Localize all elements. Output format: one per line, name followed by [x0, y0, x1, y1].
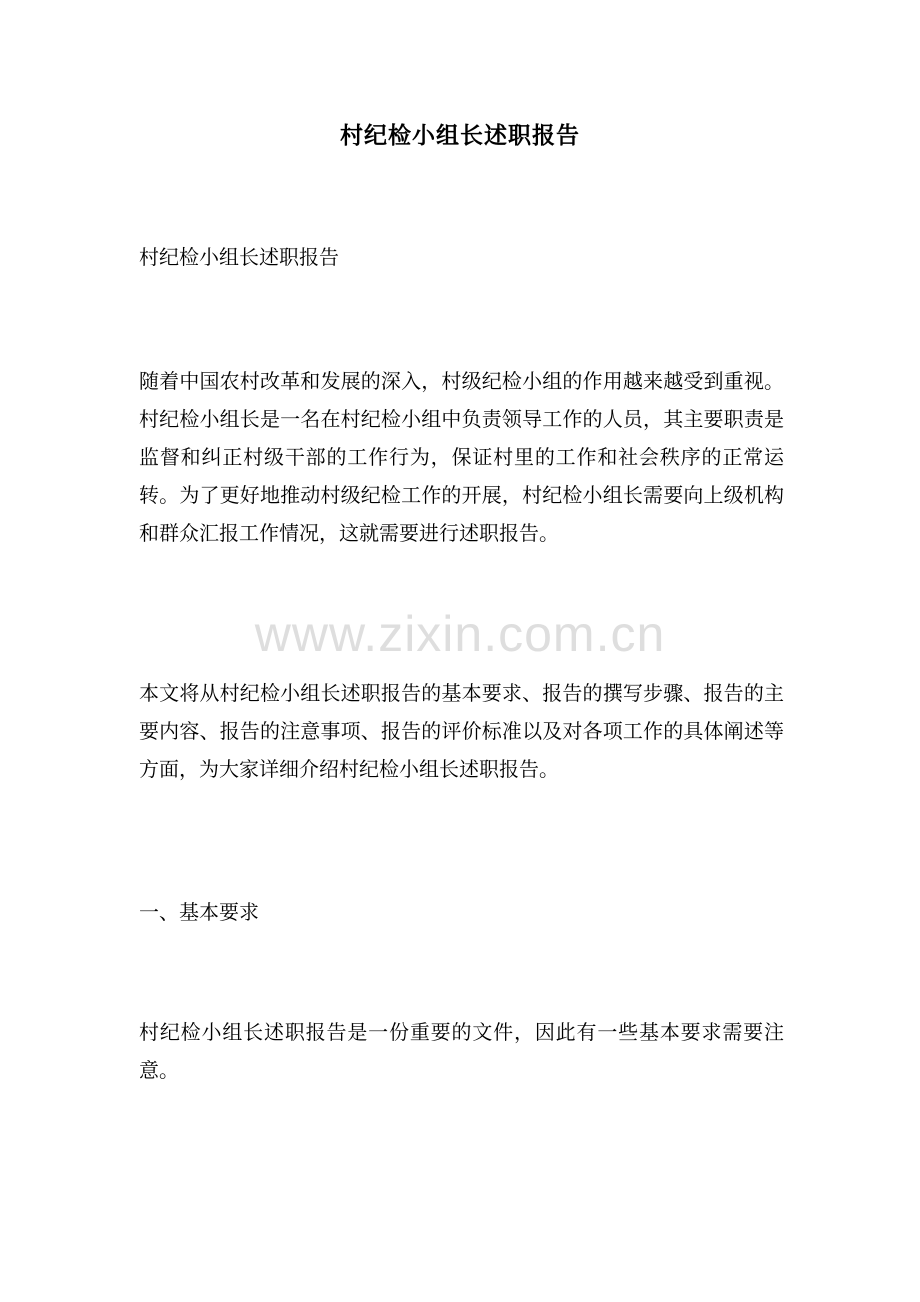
watermark-text: www.zixin.com.cn: [254, 606, 666, 662]
outline-paragraph: 本文将从村纪检小组长述职报告的基本要求、报告的撰写步骤、报告的主要内容、报告的注意事项、报告的评价标准以及对各项工作的具体阐述等方面，为大家详细介绍村纪检小组长述职报告。: [139, 681, 784, 781]
section-heading-basic-requirements: 一、基本要求: [139, 900, 259, 924]
document-subtitle: 村纪检小组长述职报告: [139, 245, 339, 269]
requirements-paragraph: 村纪检小组长述职报告是一份重要的文件，因此有一些基本要求需要注意。: [139, 1020, 784, 1082]
document-title: 村纪检小组长述职报告: [340, 122, 580, 149]
intro-paragraph: 随着中国农村改革和发展的深入，村级纪检小组的作用越来越受到重视。村纪检小组长是一名在村纪检小组中负责领导工作的人员，其主要职责是监督和纠正村级干部的工作行为，保证村里的工作和社会秩序的正常运转。为了更好地推动村级纪检工作的开展，村纪检小组长需要向上级机构和群众汇报工作情况，这就需要进行述职报告。: [139, 369, 784, 545]
